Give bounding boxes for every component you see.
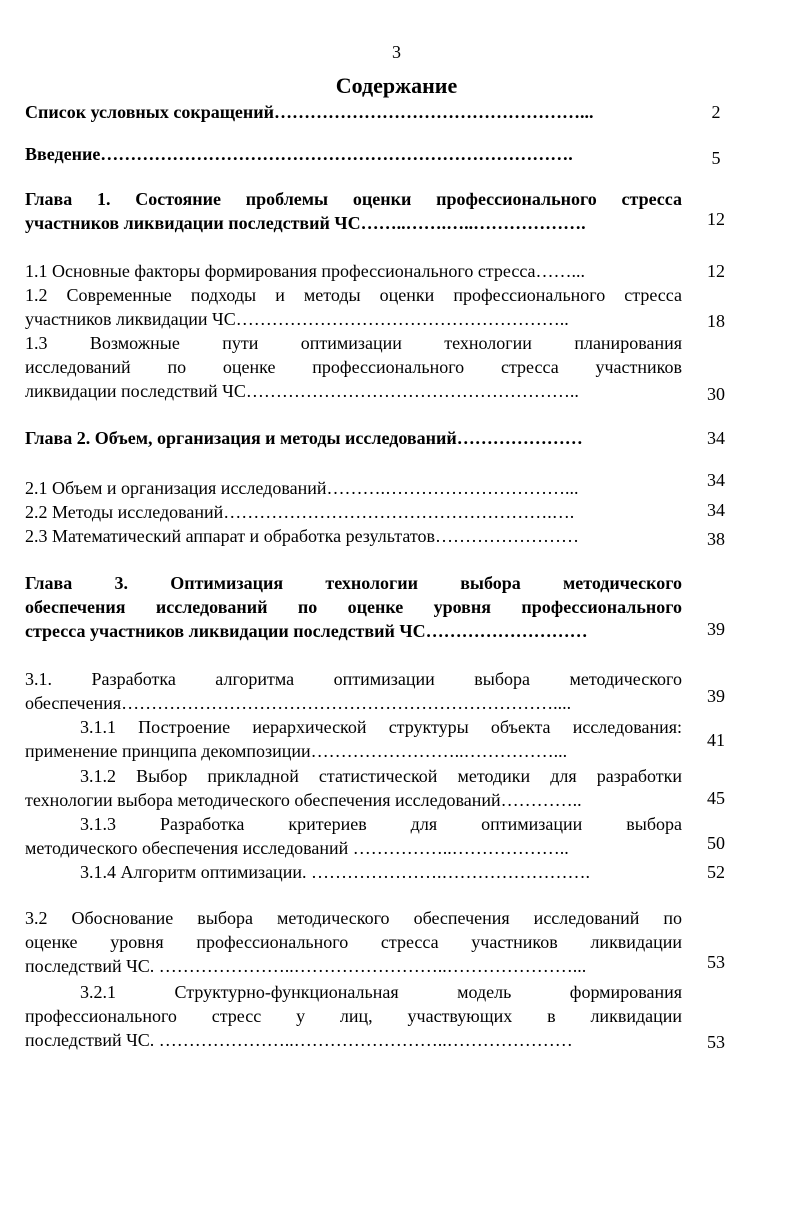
toc-page-number: 39 bbox=[707, 619, 725, 639]
toc-entry-text: 2.3 Математический аппарат и обработка результатов…………………… bbox=[25, 526, 579, 546]
toc-entry-text: профессионального стресс у лиц, участвующих в ликвидации bbox=[25, 1006, 682, 1026]
toc-page-number: 41 bbox=[707, 730, 725, 750]
page-title: Содержание bbox=[335, 73, 458, 98]
toc-entry-text: 3.1.3 Разработка критериев для оптимизации выбора bbox=[80, 814, 682, 834]
toc-entry-text: 1.2 Современные подходы и методы оценки профессионального стресса bbox=[25, 285, 682, 305]
toc-entry-text: Глава 2. Объем, организация и методы исследований………………… bbox=[25, 428, 583, 448]
toc-entry-text: последствий ЧС. …………………..……………………..………………… bbox=[25, 1030, 573, 1050]
toc-entry-text: 3.1.2 Выбор прикладной статистической методики для разработки bbox=[80, 766, 682, 786]
toc-entry-2-1[interactable] bbox=[25, 476, 682, 500]
toc-entry-text: ликвидации последствий ЧС……………………………………………….. bbox=[25, 381, 579, 401]
toc-entry-text: технологии выбора методического обеспечения исследований………….. bbox=[25, 790, 582, 810]
toc-entry-text: 1.1 Основные факторы формирования профессионального стресса……... bbox=[25, 261, 586, 281]
page-number: 3 bbox=[392, 42, 401, 62]
toc-entry-text: Глава 3. Оптимизация технологии выбора методического bbox=[25, 573, 682, 593]
toc-page-number: 34 bbox=[707, 470, 725, 490]
toc-page-number: 53 bbox=[707, 1032, 725, 1052]
toc-entry-text: участников ликвидации ЧС……………………………………………….. bbox=[25, 309, 569, 329]
toc-entry-3-1-3[interactable] bbox=[25, 812, 682, 860]
toc-entry-text: методического обеспечения исследований ……………..……………….. bbox=[25, 838, 569, 858]
toc-entry-text: обеспечения……………………………………………………………….... bbox=[25, 693, 572, 713]
toc-page-number: 39 bbox=[707, 686, 725, 706]
toc-page-number: 5 bbox=[711, 148, 721, 168]
toc-entry-text: последствий ЧС. …………………..……………………..…………………... bbox=[25, 956, 587, 976]
toc-entry-1-3[interactable] bbox=[25, 331, 682, 403]
toc-entry-1-1[interactable] bbox=[25, 259, 682, 283]
toc-entry-text: стресса участников ликвидации последствий ЧС……………………… bbox=[25, 621, 588, 641]
toc-entry-3-2[interactable] bbox=[25, 906, 682, 978]
toc-page-number: 45 bbox=[707, 788, 725, 808]
toc-entry-3-1[interactable] bbox=[25, 667, 682, 715]
toc-entry-chapter-2[interactable] bbox=[25, 426, 682, 450]
toc-entry-text: оценке уровня профессионального стресса участников ликвидации bbox=[25, 932, 682, 952]
toc-entry-text: 1.3 Возможные пути оптимизации технологии планирования bbox=[25, 333, 682, 353]
toc-entry-text: 2.2 Методы исследований……………………………………………….…. bbox=[25, 502, 575, 522]
toc-entry-2-3[interactable] bbox=[25, 524, 682, 548]
toc-page-number: 2 bbox=[711, 102, 721, 122]
toc-entry-text: обеспечения исследований по оценке уровня профессионального bbox=[25, 597, 682, 617]
toc-entry-text: участников ликвидации последствий ЧС……..…….…..………………. bbox=[25, 213, 586, 233]
toc-entry-text: 3.1.1 Построение иерархической структуры объекта исследования: bbox=[80, 717, 682, 737]
toc-entry-1-2[interactable] bbox=[25, 283, 682, 331]
toc-entry-text: применение принципа декомпозиции……………………..……………... bbox=[25, 741, 568, 761]
toc-page-number: 18 bbox=[707, 311, 725, 331]
toc-entry-abbreviations[interactable] bbox=[25, 100, 682, 124]
toc-page-number: 52 bbox=[707, 862, 725, 882]
toc-page-number: 34 bbox=[707, 500, 725, 520]
toc-entry-text: Список условных сокращений……………………………………………... bbox=[25, 102, 594, 122]
toc-entry-3-1-1[interactable] bbox=[25, 715, 682, 763]
toc-entry-text: Глава 1. Состояние проблемы оценки профессионального стресса bbox=[25, 189, 682, 209]
toc-entry-text: 2.1 Объем и организация исследований……….…………………………... bbox=[25, 478, 579, 498]
toc-page-number: 53 bbox=[707, 952, 725, 972]
toc-entry-text: Введение……………………………………………………………………. bbox=[25, 144, 573, 164]
toc-entry-text: 3.1. Разработка алгоритма оптимизации выбора методического bbox=[25, 669, 682, 689]
toc-entry-text: 3.1.4 Алгоритм оптимизации. ………………….……………………. bbox=[80, 862, 590, 882]
toc-page-number: 50 bbox=[707, 833, 725, 853]
toc-entry-2-2[interactable] bbox=[25, 500, 682, 524]
toc-entry-introduction[interactable] bbox=[25, 142, 682, 166]
toc-entry-text: исследований по оценке профессионального стресса участников bbox=[25, 357, 682, 377]
toc-page-number: 30 bbox=[707, 384, 725, 404]
toc-page-number: 38 bbox=[707, 529, 725, 549]
toc-entry-text: 3.2 Обоснование выбора методического обеспечения исследований по bbox=[25, 908, 682, 928]
toc-entry-chapter-3[interactable] bbox=[25, 571, 682, 643]
toc-page-number: 12 bbox=[707, 209, 725, 229]
toc-page-number: 12 bbox=[707, 261, 725, 281]
toc-entry-3-1-2[interactable] bbox=[25, 764, 682, 812]
toc-entry-3-2-1[interactable] bbox=[25, 980, 682, 1052]
toc-page-number: 34 bbox=[707, 428, 725, 448]
toc-entry-text: 3.2.1 Структурно-функциональная модель формирования bbox=[80, 982, 682, 1002]
toc-entry-3-1-4[interactable] bbox=[25, 860, 682, 884]
toc-entry-chapter-1[interactable] bbox=[25, 187, 682, 235]
